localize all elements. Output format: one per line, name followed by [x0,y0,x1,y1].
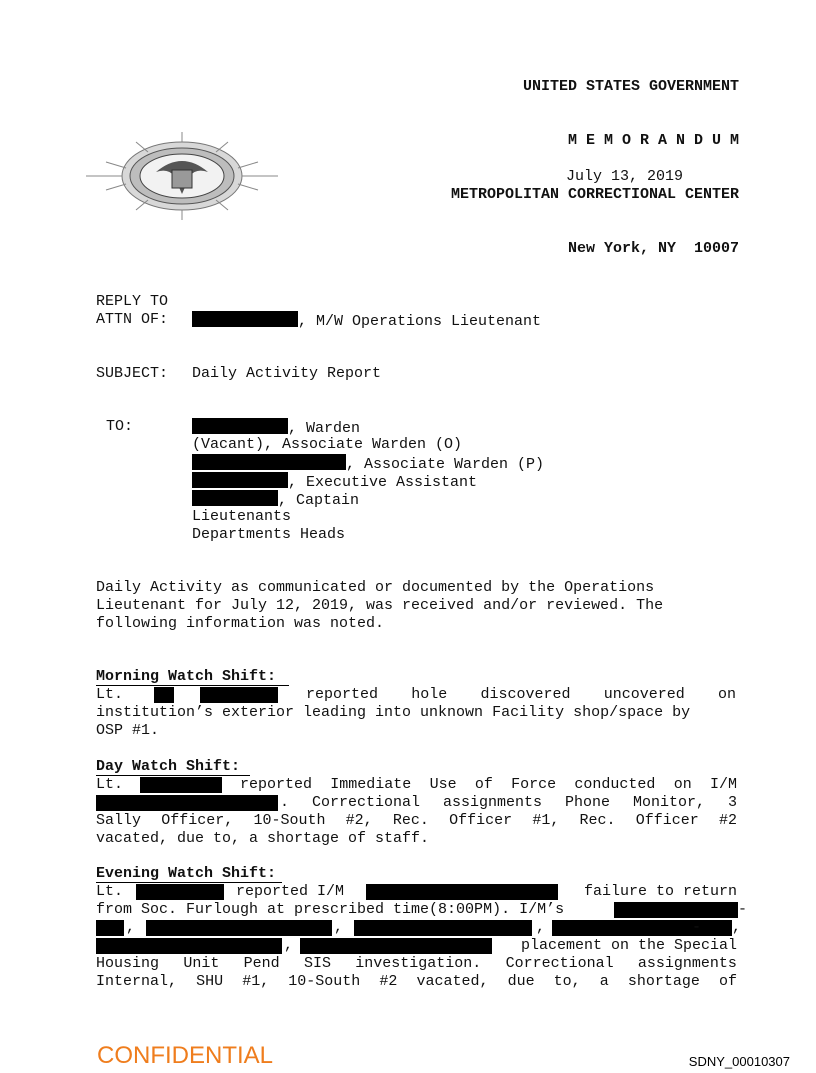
intro-line: Daily Activity as communicated or documented by the Operations [96,579,655,596]
evening-comma: , [536,919,546,936]
recipient-line [192,490,359,510]
evening-line-2: from Soc. Furlough at prescribed time(8:00PM). I/M’s [96,901,565,918]
day-line-3 [96,812,737,830]
redaction [192,472,288,488]
recipient-line [192,454,544,474]
recipient-text: , Associate Warden (P) [346,456,545,473]
word: I/M [709,776,737,793]
evening-comma: , [284,937,294,954]
redaction [300,938,492,954]
redaction [192,454,346,470]
redaction [552,920,704,936]
word: Rec. [579,812,616,829]
morning-underline [96,685,289,686]
word: #1, [242,973,270,990]
word: due [507,973,535,990]
word: Correctional [505,955,614,972]
intro-line: following information was noted. [96,615,385,632]
word: of [718,973,737,990]
word: a [599,973,609,990]
word: to, [553,973,581,990]
redaction [140,777,222,793]
morning-line-1 [306,686,736,704]
redaction [154,687,174,703]
word: reported [306,686,379,703]
evening-reported: reported I/M [236,883,345,900]
evening-comma: , [334,919,344,936]
word: of [474,776,493,793]
redaction [366,884,558,900]
bureau-seal-icon [86,132,278,220]
evening-dash: - [738,901,748,918]
word: Sally [96,812,142,829]
word: SHU [196,973,224,990]
redaction [192,490,278,506]
word: Officer, [161,812,234,829]
word: on [673,776,692,793]
redaction [96,938,282,954]
redaction [702,920,732,936]
recipient-text: , Warden [288,420,361,437]
word: Officer [449,812,513,829]
morning-line-3: OSP #1. [96,722,160,739]
word: 10-South [253,812,326,829]
word: Officer [635,812,699,829]
word: 10-South [288,973,361,990]
recipient-line: Departments Heads [192,526,346,543]
recipient-line [192,418,360,438]
word: investigation. [355,955,482,972]
word: Use [429,776,457,793]
evening-heading: Evening Watch Shift: [96,865,277,882]
word: on [717,686,736,703]
day-line-1 [240,776,737,794]
redaction [614,902,738,918]
day-heading: Day Watch Shift: [96,758,241,775]
letterhead-line-2: M E M O R A N D U M [567,132,739,149]
intro-line: Lieutenant for July 12, 2019, was received and/or reviewed. The [96,597,664,614]
word: Housing [96,955,160,972]
word: reported [240,776,313,793]
word: #1, [532,812,560,829]
redaction [136,884,224,900]
word: Internal, [96,973,178,990]
recipient-line [192,472,477,492]
word: #2 [718,812,737,829]
attn-of-label: ATTN OF: [96,311,169,328]
day-line-4: vacated, due to, a shortage of staff. [96,830,430,847]
recipient-line: (Vacant), Associate Warden (O) [192,436,463,453]
to-label: TO: [106,418,134,435]
word: assignments [637,955,737,972]
word: SIS [303,955,331,972]
evening-comma: , [732,919,742,936]
subject-label: SUBJECT: [96,365,169,382]
evening-line-5 [96,955,737,973]
subject-value: Daily Activity Report [192,365,382,382]
reply-to-label: REPLY TO [96,293,169,310]
word: Unit [183,955,220,972]
day-line-2 [280,794,737,812]
memo-date: July 13, 2019 [566,168,684,185]
redaction [146,920,332,936]
word: hole [411,686,448,703]
word: Immediate [330,776,412,793]
word: Phone [564,794,610,811]
redaction [192,418,288,434]
word: assignments [442,794,543,811]
redaction [96,920,124,936]
word: discovered [480,686,571,703]
evening-line-6 [96,973,737,991]
word: Correctional [311,794,421,811]
redaction [200,687,278,703]
confidential-stamp: CONFIDENTIAL [97,1042,274,1069]
letterhead-line-4: New York, NY 10007 [567,240,739,257]
word: uncovered [603,686,685,703]
letterhead [451,42,739,276]
morning-lt: Lt. [96,686,124,703]
word: Rec. [392,812,429,829]
letterhead-line-1: UNITED STATES GOVERNMENT [522,78,739,95]
attn-of-text: , M/W Operations Lieutenant [298,313,542,330]
evening-lt: Lt. [96,883,124,900]
word: Monitor, [632,794,705,811]
word: #2, [345,812,373,829]
letterhead-line-3: METROPOLITAN CORRECTIONAL CENTER [450,186,739,203]
redaction [354,920,532,936]
recipient-text: , Executive Assistant [288,474,478,491]
redaction [192,311,298,327]
recipient-text: , Captain [278,492,360,509]
evening-line-4-tail: placement on the Special [520,937,737,954]
evening-dash: - [692,919,702,936]
word: 3 [727,794,737,811]
word: conducted [574,776,656,793]
word: #2 [379,973,398,990]
word: shortage [627,973,700,990]
word: vacated, [416,973,489,990]
evening-line-1-tail: failure to return [583,883,737,900]
morning-line-2: institution’s exterior leading into unknown Facility shop/space by [96,704,691,721]
evening-comma: , [126,919,136,936]
redaction [96,795,278,811]
bates-number: SDNY_00010307 [688,1054,790,1069]
word: Force [511,776,557,793]
attn-of-value [192,311,541,331]
morning-heading: Morning Watch Shift: [96,668,277,685]
word: . [280,794,290,811]
day-lt: Lt. [96,776,124,793]
word: Pend [243,955,280,972]
recipient-line: Lieutenants [192,508,292,525]
